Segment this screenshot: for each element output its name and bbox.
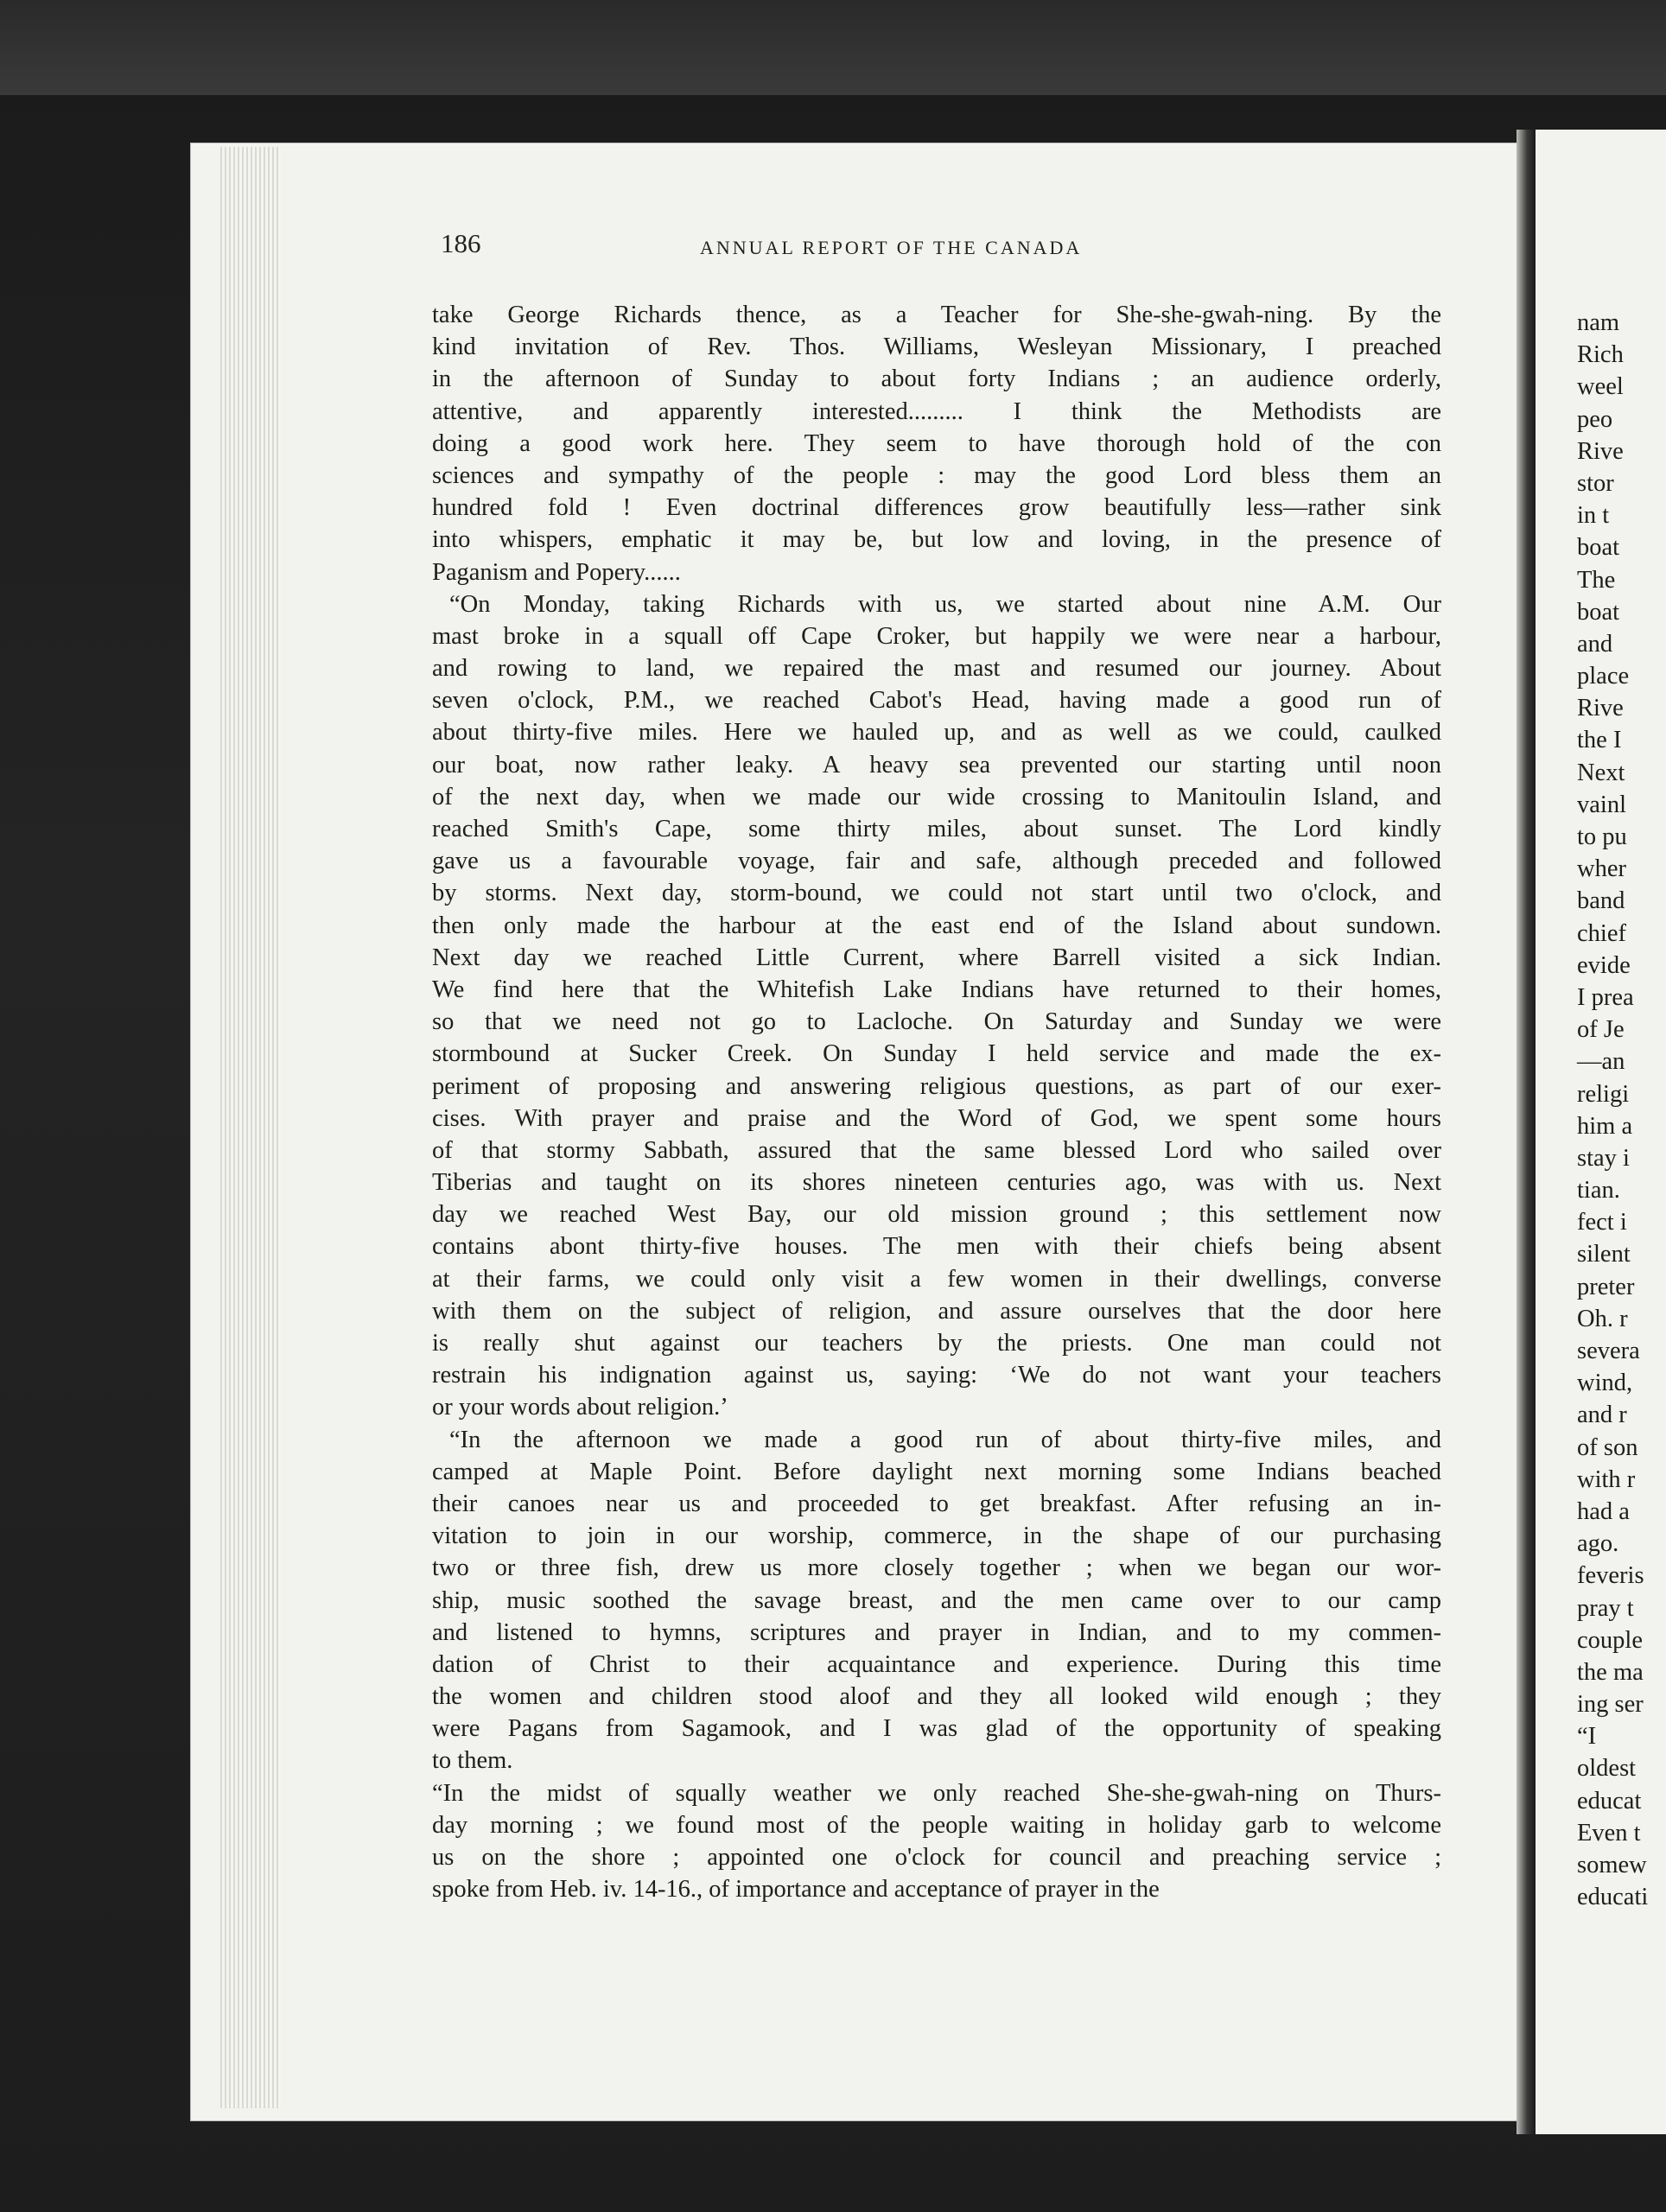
text-line: doing a good work here. They seem to have thorough hold of the con — [432, 429, 1441, 457]
right-page-line: —an — [1577, 1048, 1625, 1076]
text-line: at their farms, we could only visit a few women in their dwellings, converse — [432, 1265, 1441, 1293]
text-line: and listened to hymns, scriptures and prayer in Indian, and to my commen- — [432, 1618, 1441, 1646]
text-line: kind invitation of Rev. Thos. Williams, Wesleyan Missionary, I preached — [432, 334, 1441, 361]
text-line: We find here that the Whitefish Lake Indians have returned to their homes, — [432, 976, 1441, 1003]
text-line: two or three fish, drew us more closely together ; when we began our wor- — [432, 1554, 1441, 1582]
right-page-line: band — [1577, 887, 1625, 915]
text-line: periment of proposing and answering religious questions, as part of our exer- — [432, 1072, 1441, 1100]
right-page-line: educati — [1577, 1884, 1649, 1911]
text-line: stormbound at Sucker Creek. On Sunday I held service and made the ex- — [432, 1040, 1441, 1068]
text-line: “In the afternoon we made a good run of about thirty-five miles, and — [449, 1426, 1441, 1453]
right-page-line: somew — [1577, 1852, 1647, 1878]
text-line: Tiberias and taught on its shores nineteen centuries ago, was with us. Next — [432, 1169, 1441, 1197]
text-line: to them. — [432, 1747, 513, 1775]
right-page-line: I prea — [1577, 983, 1634, 1011]
right-page-line: educat — [1577, 1787, 1642, 1815]
text-line: or your words about religion.’ — [432, 1394, 728, 1421]
text-line: restrain his indignation against us, saying: ‘We do not want your teachers — [432, 1362, 1441, 1389]
right-page-line: place — [1577, 663, 1630, 690]
text-line: in the afternoon of Sunday to about forty Indians ; an audience orderly, — [432, 365, 1441, 393]
right-page — [1536, 130, 1666, 2134]
text-line: so that we need not go to Lacloche. On Saturday and Sunday we were — [432, 1008, 1441, 1036]
right-page-line: nam — [1577, 309, 1620, 336]
text-line: about thirty-five miles. Here we hauled up, and as well as we could, caulked — [432, 719, 1441, 747]
text-line: spoke from Heb. iv. 14-16., of importance and acceptance of prayer in the — [432, 1876, 1160, 1904]
right-page-line: ing ser — [1577, 1691, 1644, 1719]
text-line: into whispers, emphatic it may be, but low and loving, in the presence of — [432, 526, 1441, 554]
text-line: their canoes near us and proceeded to get breakfast. After refusing an in- — [432, 1490, 1441, 1517]
text-line: the women and children stood aloof and they all looked wild enough ; they — [432, 1683, 1441, 1711]
right-page-line: chief — [1577, 919, 1626, 947]
right-page-line: boat — [1577, 534, 1620, 562]
right-page-line: him a — [1577, 1112, 1633, 1140]
right-page-line: peo — [1577, 405, 1613, 433]
right-page-line: boat — [1577, 598, 1620, 626]
right-page-line: fect i — [1577, 1209, 1627, 1236]
right-page-text — [1577, 307, 1666, 1913]
right-page-line: couple — [1577, 1626, 1643, 1654]
text-line: vitation to join in our worship, commerce, in the shape of our purchasing — [432, 1522, 1441, 1550]
right-page-line: of son — [1577, 1433, 1638, 1461]
page-number: 186 — [441, 228, 481, 258]
text-line: mast broke in a squall off Cape Croker, but happily we were near a harbour, — [432, 622, 1441, 650]
right-page-line: Even t — [1577, 1819, 1641, 1847]
right-page-line: the ma — [1577, 1658, 1644, 1686]
text-line: and rowing to land, we repaired the mast and resumed our journey. About — [432, 655, 1441, 683]
right-page-line: and r — [1577, 1402, 1627, 1429]
text-line: our boat, now rather leaky. A heavy sea prevented our starting until noon — [432, 751, 1441, 779]
text-line: cises. With prayer and praise and the Word of God, we spent some hours — [432, 1104, 1441, 1132]
text-line: ship, music soothed the savage breast, and the men came over to our camp — [432, 1586, 1441, 1614]
right-page-line: the I — [1577, 727, 1622, 754]
text-line: were Pagans from Sagamook, and I was glad of the opportunity of speaking — [432, 1715, 1441, 1743]
right-page-line: pray t — [1577, 1594, 1634, 1622]
right-page-line: evide — [1577, 951, 1631, 979]
text-line: with them on the subject of religion, and assure ourselves that the door here — [432, 1297, 1441, 1325]
text-line: then only made the harbour at the east end of the Island about sundown. — [432, 912, 1441, 939]
text-line: of that stormy Sabbath, assured that the same blessed Lord who sailed over — [432, 1136, 1441, 1164]
text-line: seven o'clock, P.M., we reached Cabot's Head, having made a good run of — [432, 687, 1441, 715]
text-line: camped at Maple Point. Before daylight next morning some Indians beached — [432, 1458, 1441, 1485]
right-page-line: tian. — [1577, 1177, 1620, 1205]
right-page-line: vainl — [1577, 791, 1626, 818]
right-page-line: The — [1577, 566, 1616, 594]
right-page-line: oldest — [1577, 1755, 1637, 1783]
text-line: take George Richards thence, as a Teacher for She-she-gwah-ning. By the — [432, 302, 1441, 328]
text-line: “In the midst of squally weather we only reached She-she-gwah-ning on Thurs- — [432, 1779, 1441, 1807]
right-page-line: religi — [1577, 1080, 1630, 1108]
text-line: us on the shore ; appointed one o'clock for council and preaching service ; — [432, 1844, 1441, 1871]
text-line: reached Smith's Cape, some thirty miles, about sunset. The Lord kindly — [432, 816, 1441, 842]
text-line: day we reached West Bay, our old mission ground ; this settlement now — [432, 1201, 1441, 1229]
text-line: is really shut against our teachers by the priests. One man could not — [432, 1330, 1441, 1357]
text-line: contains abont thirty-five houses. The men with their chiefs being absent — [432, 1233, 1441, 1261]
text-line: “On Monday, taking Richards with us, we started about nine A.M. Our — [449, 590, 1441, 618]
text-line: dation of Christ to their acquaintance and experience. During this time — [432, 1650, 1441, 1678]
text-line: attentive, and apparently interested......... I think the Methodists are — [432, 397, 1441, 425]
right-page-line: to pu — [1577, 823, 1627, 850]
running-head: ANNUAL REPORT OF THE CANADA — [700, 237, 1083, 258]
page-stack-edge — [220, 147, 281, 2108]
right-page-line: Next — [1577, 759, 1625, 786]
scanner-top-strip — [0, 0, 1666, 95]
right-page-line: preter — [1577, 1273, 1635, 1300]
text-line: hundred fold ! Even doctrinal differences grow beautifully less—rather sink — [432, 494, 1441, 522]
right-page-line: Oh. r — [1577, 1305, 1628, 1332]
text-line: gave us a favourable voyage, fair and safe, although preceded and followed — [432, 848, 1441, 875]
right-page-line: and — [1577, 630, 1613, 658]
text-line: sciences and sympathy of the people : may the good Lord bless them an — [432, 461, 1441, 489]
text-line: of the next day, when we made our wide crossing to Manitoulin Island, and — [432, 783, 1441, 810]
right-page-line: feveris — [1577, 1562, 1644, 1590]
right-page-line: in t — [1577, 502, 1610, 530]
right-page-line: stay i — [1577, 1144, 1630, 1172]
right-page-line: Rive — [1577, 437, 1624, 465]
right-page-line: wind, — [1577, 1370, 1633, 1397]
page-header — [441, 228, 1443, 263]
right-page-line: ago. — [1577, 1530, 1619, 1558]
right-page-line: silent — [1577, 1241, 1631, 1268]
text-line: Paganism and Popery...... — [432, 558, 681, 586]
right-page-line: “I — [1577, 1723, 1597, 1751]
text-line: day morning ; we found most of the people waiting in holiday garb to welcome — [432, 1811, 1441, 1839]
text-line: Next day we reached Little Current, where Barrell visited a sick Indian. — [432, 944, 1441, 971]
right-page-line: had a — [1577, 1497, 1630, 1525]
right-page-line: severa — [1577, 1338, 1640, 1364]
right-page-line: weel — [1577, 373, 1624, 401]
text-line: by storms. Next day, storm-bound, we could not start until two o'clock, and — [432, 880, 1441, 907]
right-page-line: of Je — [1577, 1016, 1625, 1044]
right-page-line: Rive — [1577, 695, 1624, 722]
book-gutter — [1517, 130, 1536, 2134]
right-page-line: wher — [1577, 855, 1626, 883]
right-page-line: with r — [1577, 1465, 1636, 1493]
right-page-line: stor — [1577, 469, 1614, 497]
right-page-line: Rich — [1577, 341, 1624, 369]
body-text — [432, 299, 1441, 1905]
